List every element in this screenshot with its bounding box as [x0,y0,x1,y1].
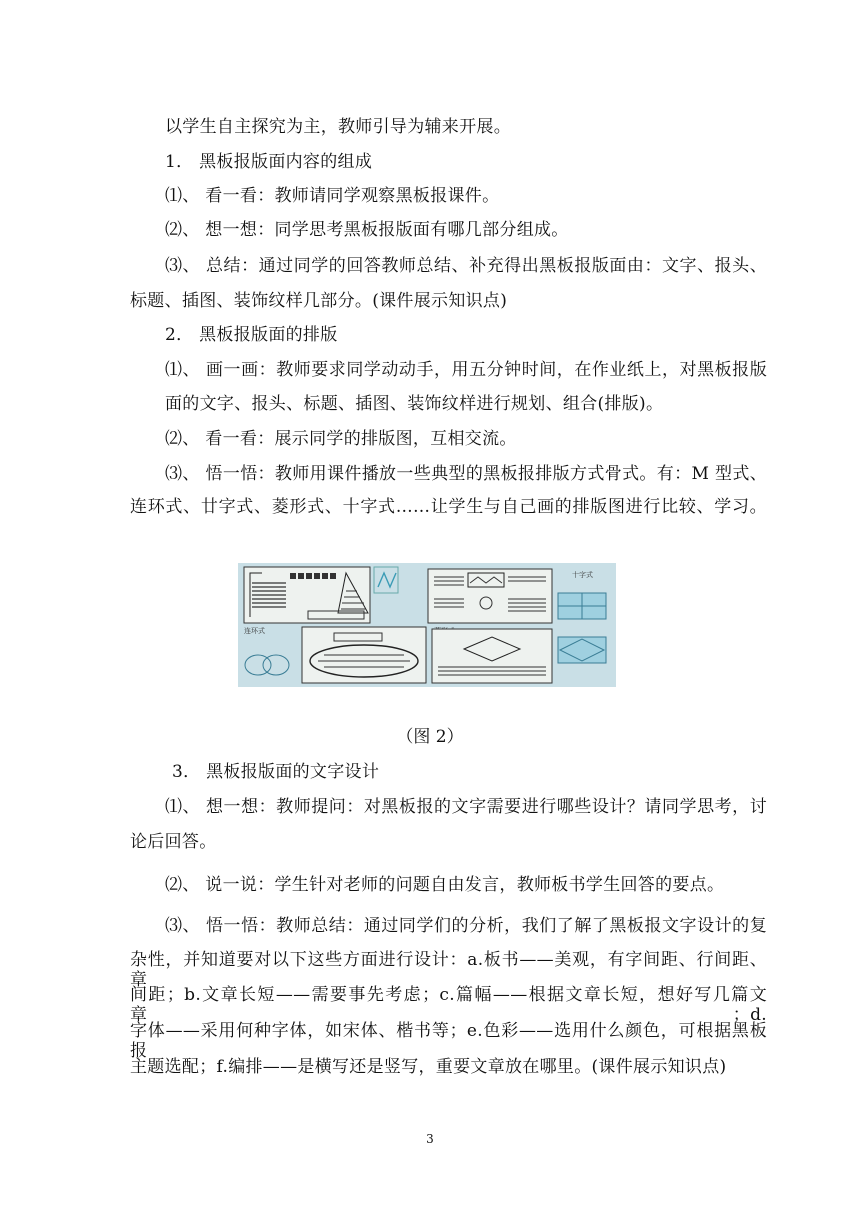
section-heading: 2． 黑板报版面的排版 [165,325,338,345]
paragraph-line: ⑵、 看一看：展示同学的排版图，互相交流。 [165,429,517,449]
paragraph-line: 杂性，并知道要对以下这些方面进行设计：a.板书——美观，有字间距、行间距、章 [130,950,767,990]
paragraph-line: ⑵、 想一想：同学思考黑板报版面有哪几部分组成。 [165,220,569,240]
paragraph-line: ⑶、 悟一悟：教师总结：通过同学们的分析，我们了解了黑板报文字设计的复 [165,916,767,936]
paragraph-line: 间距；b.文章长短——需要事先考虑；c.篇幅——根据文章长短，想好写几篇文章；d. [130,985,767,1025]
paragraph-line: ⑶、 总结：通过同学的回答教师总结、补充得出黑板报版面由：文字、报头、 [165,256,767,276]
paragraph-line: ⑴、 画一画：教师要求同学动动手，用五分钟时间，在作业纸上，对黑板报版 [165,360,767,380]
section-heading: 1． 黑板报版面内容的组成 [165,152,373,172]
paragraph-line: 主题选配；f.编排——是横写还是竖写，重要文章放在哪里。(课件展示知识点) [130,1057,727,1077]
paragraph-line: 连环式、廿字式、菱形式、十字式……让学生与自己画的排版图进行比较、学习。 [130,497,767,517]
paragraph-line: 论后回答。 [130,832,217,852]
paragraph-line: ⑶、 悟一悟：教师用课件播放一些典型的黑板报排版方式骨式。有：M 型式、 [165,464,767,484]
paragraph-line: ⑵、 说一说：学生针对老师的问题自由发言，教师板书学生回答的要点。 [165,875,725,895]
paragraph-line: 以学生自主探究为主，教师引导为辅来开展。 [165,117,511,137]
figure-caption: （图 2） [396,727,464,747]
page-number: 3 [426,1132,434,1146]
paragraph-line: 面的文字、报头、标题、插图、装饰纹样进行规划、组合(排版)。 [165,394,664,414]
paragraph-line: ⑴、 想一想：教师提问：对黑板报的文字需要进行哪些设计？请同学思考，讨 [165,797,767,817]
paragraph-line: 标题、插图、装饰纹样几部分。(课件展示知识点) [130,291,508,311]
paragraph-line: 字体——采用何种字体，如宋体、楷书等；e.色彩——选用什么颜色，可根据黑板报 [130,1021,767,1061]
panel-label: 十字式 [572,571,593,579]
paragraph-line: ⑴、 看一看：教师请同学观察黑板报课件。 [165,186,500,206]
section-heading: 3． 黑板报版面的文字设计 [172,762,380,782]
layout-examples-figure [238,563,616,687]
layout-sketches [238,563,616,687]
panel-label: 连环式 [244,627,265,635]
